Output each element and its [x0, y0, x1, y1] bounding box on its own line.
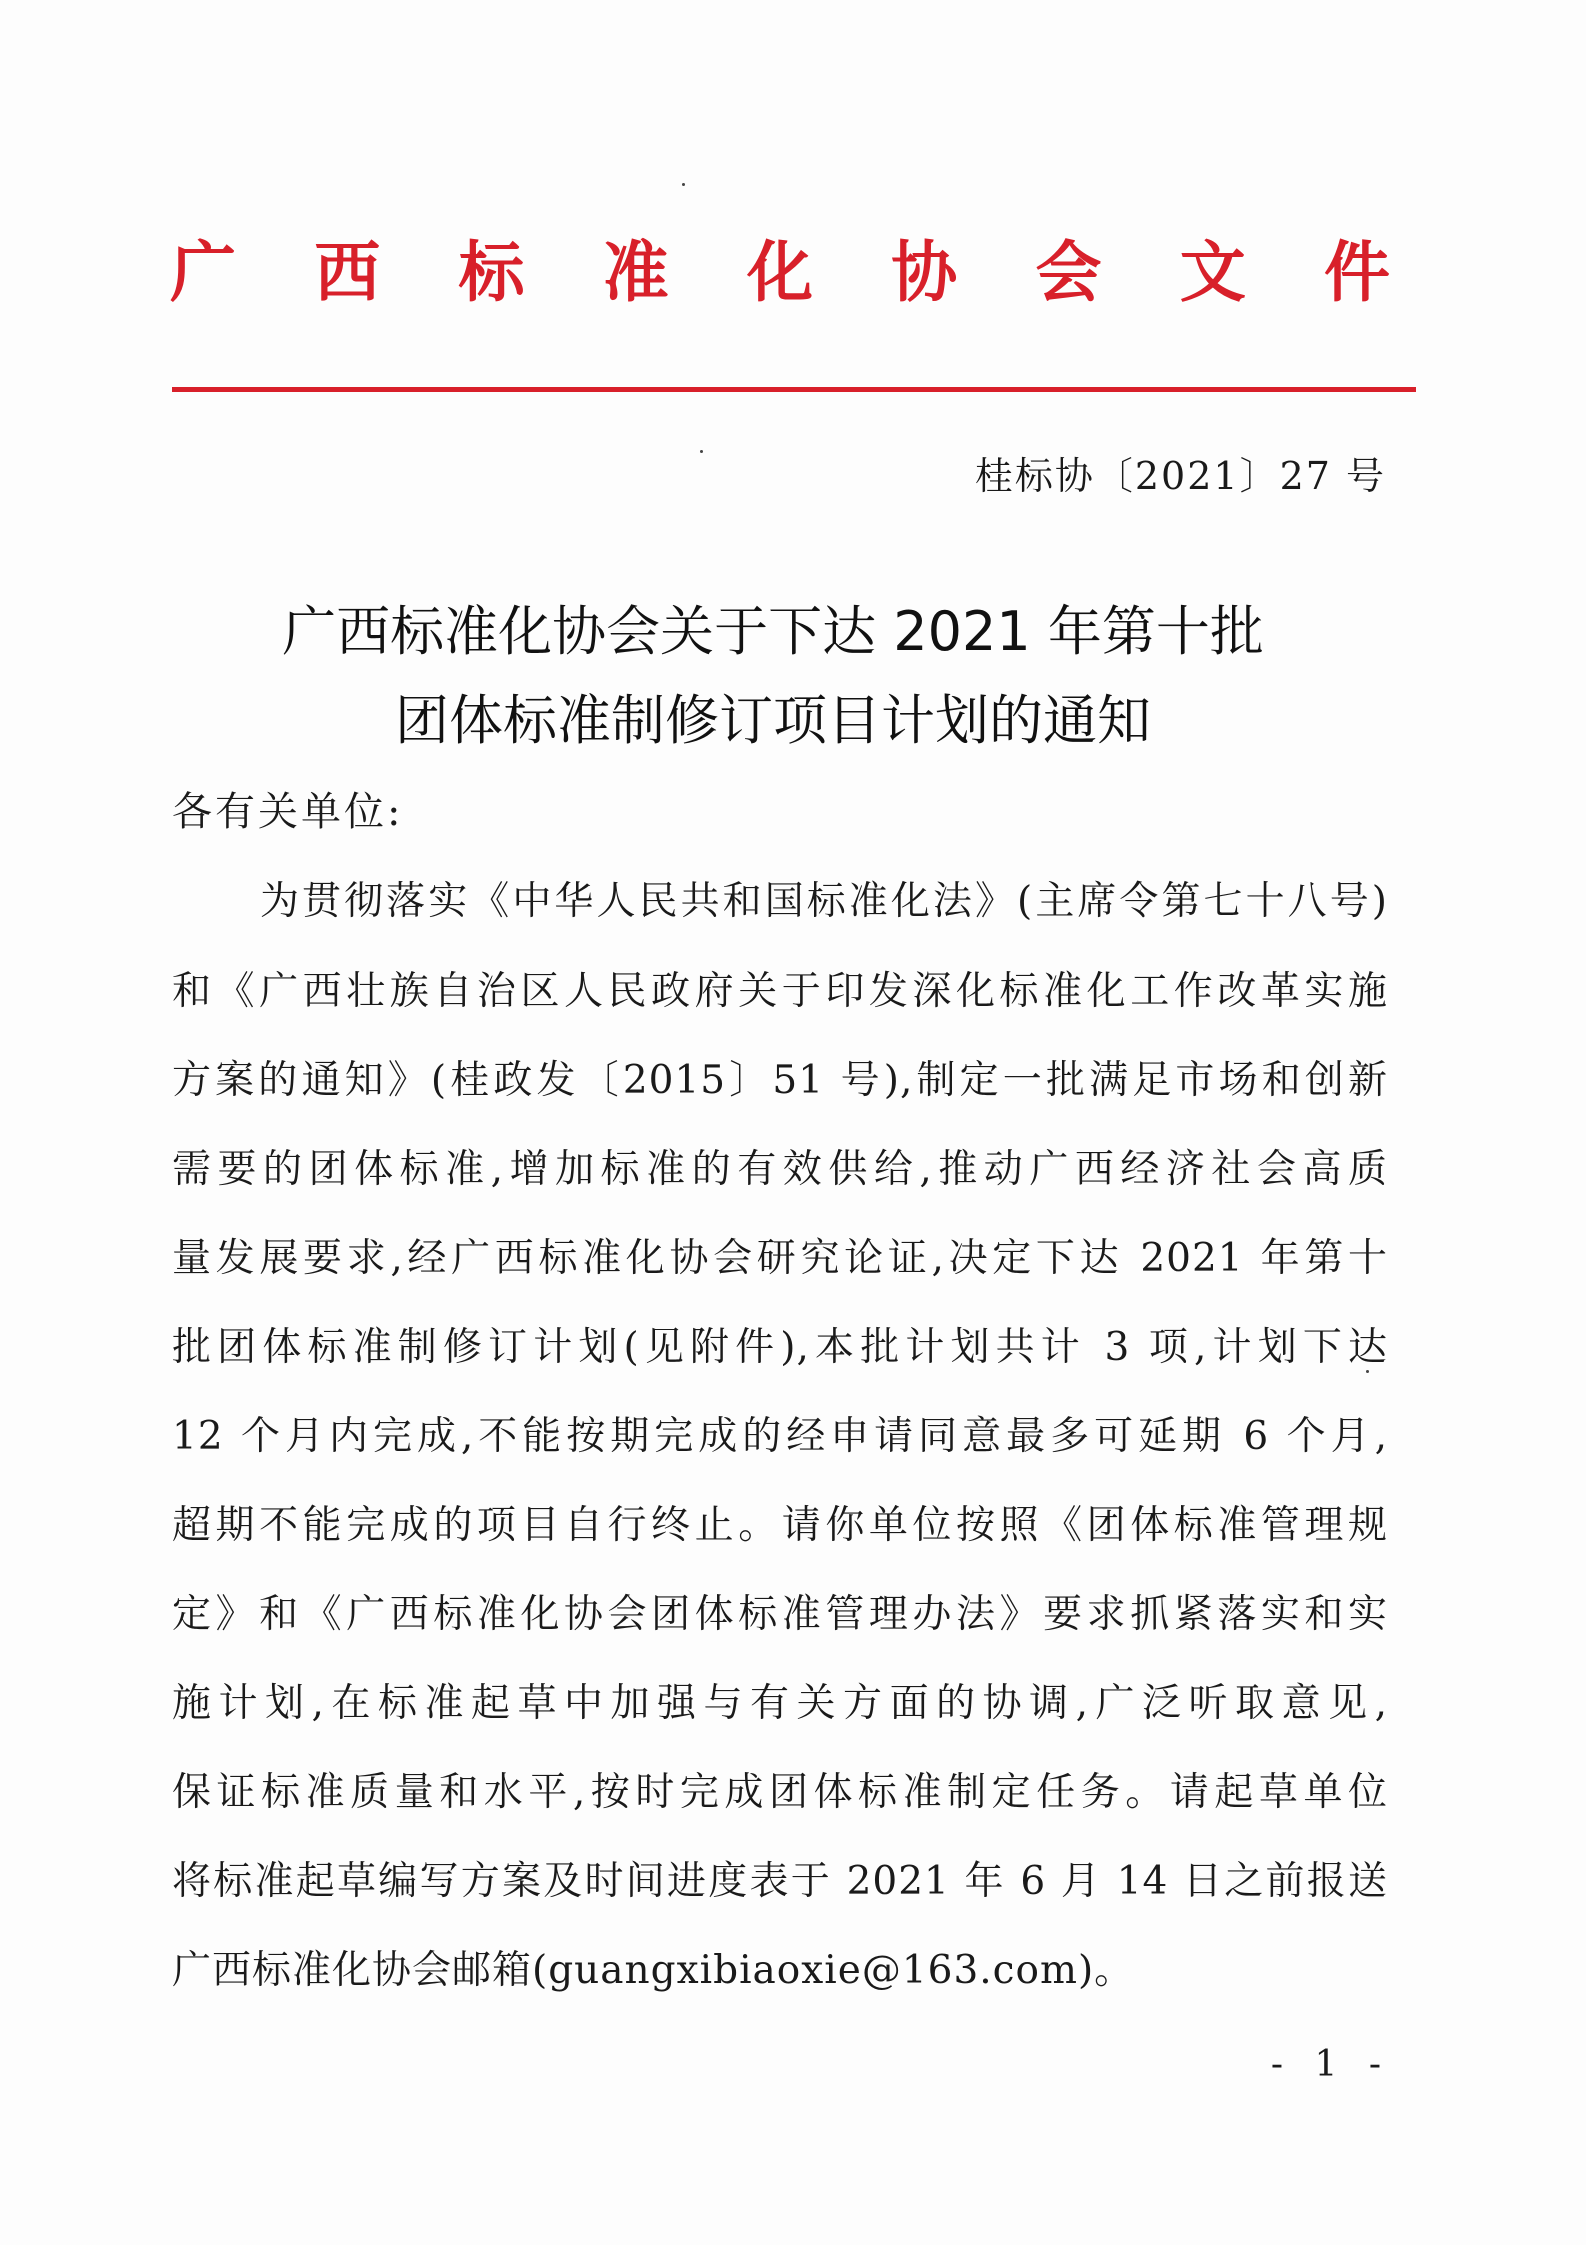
masthead-char: 化 — [747, 234, 813, 311]
red-divider-rule — [172, 387, 1416, 392]
document-number: 桂标协〔2021〕27 号 — [974, 454, 1386, 498]
masthead-title — [170, 228, 1390, 318]
body-text-line: 量发展要求,经广西标准化协会研究论证,决定下达 2021 年第十 — [172, 1236, 1388, 1281]
body-text-line: 和《广西壮族自治区人民政府关于印发深化标准化工作改革实施 — [172, 969, 1388, 1014]
body-text-line: 施计划,在标准起草中加强与有关方面的协调,广泛听取意见, — [172, 1681, 1388, 1726]
masthead-char: 件 — [1324, 234, 1390, 311]
masthead-char: 文 — [1179, 234, 1246, 311]
masthead-char: 标 — [458, 234, 525, 311]
page-number: - 1 - — [1270, 2044, 1391, 2085]
body-text-line: 需要的团体标准,增加标准的有效供给,推动广西经济社会高质 — [172, 1147, 1388, 1192]
body-text-line: 定》和《广西标准化协会团体标准管理办法》要求抓紧落实和实 — [172, 1592, 1388, 1637]
body-text-line: 方案的通知》(桂政发〔2015〕51 号),制定一批满足市场和创新 — [172, 1058, 1388, 1103]
salutation: 各有关单位: — [172, 789, 404, 835]
body-text-line: 批团体标准制修订计划(见附件),本批计划共计 3 项,计划下达 — [172, 1325, 1388, 1370]
masthead-char: 准 — [602, 234, 669, 311]
body-text-line: 为贯彻落实《中华人民共和国标准化法》(主席令第七十八号) — [260, 879, 1388, 924]
body-text-line: 12 个月内完成,不能按期完成的经申请同意最多可延期 6 个月, — [172, 1414, 1388, 1459]
masthead-char: 西 — [314, 234, 381, 311]
body-text-line: 广西标准化协会邮箱(guangxibiaoxie@163.com)。 — [172, 1948, 1135, 1993]
masthead-char: 协 — [891, 234, 958, 311]
masthead-char: 广 — [170, 234, 236, 311]
scan-speck — [682, 183, 685, 186]
scan-speck — [700, 450, 703, 453]
document-title-line-2: 团体标准制修订项目计划的通知 — [395, 689, 1151, 752]
masthead-char: 会 — [1035, 234, 1102, 311]
body-text-line: 保证标准质量和水平,按时完成团体标准制定任务。请起草单位 — [172, 1770, 1388, 1815]
scan-speck — [1366, 1370, 1369, 1373]
body-text-line: 超期不能完成的项目自行终止。请你单位按照《团体标准管理规 — [172, 1503, 1388, 1548]
document-title-line-1: 广西标准化协会关于下达 2021 年第十批 — [282, 600, 1264, 663]
body-text-line: 将标准起草编写方案及时间进度表于 2021 年 6 月 14 日之前报送 — [172, 1859, 1388, 1904]
